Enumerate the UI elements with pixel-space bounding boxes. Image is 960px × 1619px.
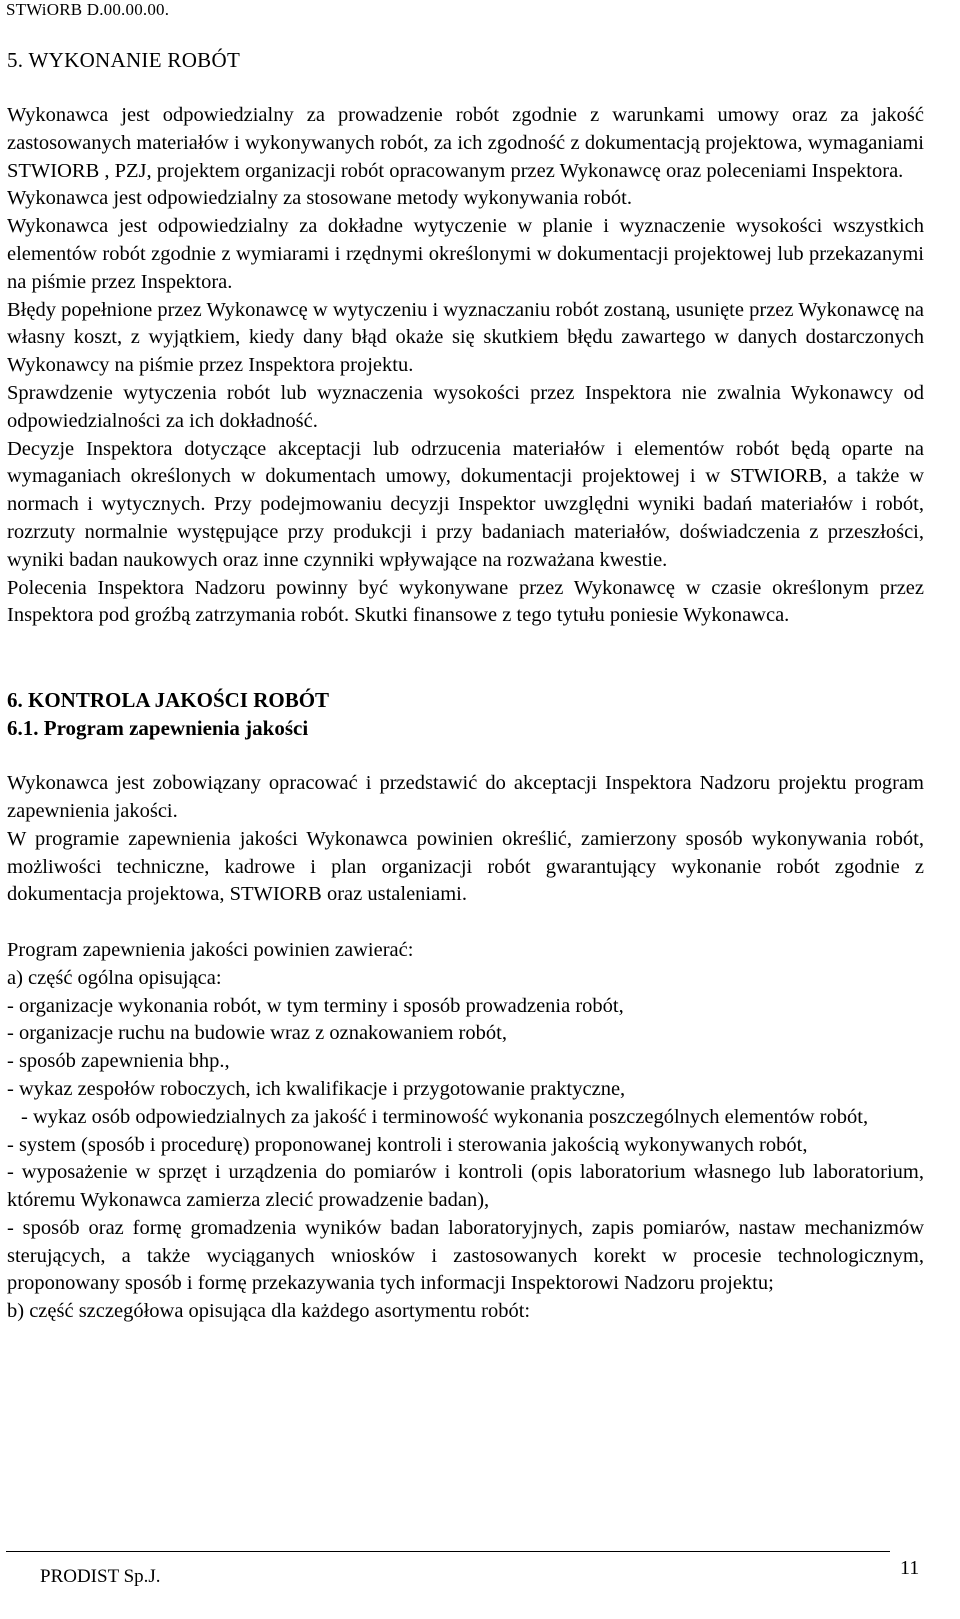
part-b-label: b) część szczegółowa opisująca dla każdego asortymentu robót: <box>7 1300 531 1323</box>
requirements-list <box>7 993 924 1299</box>
part-a-label: a) część ogólna opisująca: <box>7 966 222 989</box>
section-6-paragraph: Wykonawca jest zobowiązany opracować i przedstawić do akceptacji Inspektora Nadzoru projektu program zapewnienia jakości. <box>7 772 924 822</box>
section-6-paragraph: W programie zapewnienia jakości Wykonawca powinien określić, zamierzony sposób wykonywania robót, możliwości techniczne, kadrowe i plan organizacji robót gwarantujący wykonanie robót zgodnie z dokumentacja projektowa, STWIORB oraz ustaleniami. <box>7 827 924 906</box>
section-5-paragraph: Polecenia Inspektora Nadzoru powinny być wykonywane przez Wykonawcę w czasie określonym przez Inspektora pod groźbą zatrzymania robót. Skutki finansowe z tego tytułu poniesie Wykonawca. <box>7 576 924 627</box>
section-6-1-subtitle: 6.1. Program zapewnienia jakości <box>7 716 309 741</box>
program-intro: Program zapewnienia jakości powinien zawierać: <box>7 938 414 961</box>
list-item: - organizacje wykonania robót, w tym terminy i sposób prowadzenia robót, <box>7 994 624 1017</box>
section-5-paragraph: Sprawdzenie wytyczenia robót lub wyznaczenia wysokości przez Inspektora nie zwalnia Wykonawcy od odpowiedzialności za ich dokładność. <box>7 381 924 432</box>
section-5-paragraph: Wykonawca jest odpowiedzialny za stosowane metody wykonywania robót. <box>7 187 632 210</box>
list-item: - sposób zapewnienia bhp., <box>7 1050 230 1073</box>
list-item: - wykaz osób odpowiedzialnych za jakość i terminowość wykonania poszczególnych elementów robót, <box>21 1105 869 1128</box>
footer-divider <box>6 1551 890 1552</box>
section-5-paragraph: Decyzje Inspektora dotyczące akceptacji lub odrzucenia materiałów i elementów robót będą oparte na wymaganiach określonych w dokumentach umowy, dokumentacji projektowej i w STWIORB, a także w normach i wytycznych. Przy podejmowaniu decyzji Inspektor uwzględni wyniki badań materiałów i robót, rozrzuty normalnie występujące przy produkcji i przy badaniach materiałów, doświadczenia z przeszłości, wyniki badan naukowych oraz inne czynniki wpływające na rozważana kwestie. <box>7 437 924 571</box>
list-item: - organizacje ruchu na budowie wraz z oznakowaniem robót, <box>7 1022 507 1045</box>
section-6-title: 6. KONTROLA JAKOŚCI ROBÓT <box>7 688 330 713</box>
footer-company: PRODIST Sp.J. <box>40 1566 161 1587</box>
section-5-title: 5. WYKONANIE ROBÓT <box>7 48 241 72</box>
document-body <box>7 46 924 1326</box>
document-code-header: STWiORB D.00.00.00. <box>6 0 170 19</box>
section-5-paragraph: Wykonawca jest odpowiedzialny za dokładne wytyczenie w planie i wyznaczenie wysokości wszystkich elementów robót zgodnie z wymiarami i rzędnymi określonymi w dokumentacji projektowej lub przekazanymi na piśmie przez Inspektora. <box>7 215 924 293</box>
section-5-paragraph: Wykonawca jest odpowiedzialny za prowadzenie robót zgodnie z warunkami umowy oraz za jakość zastosowanych materiałów i wykonywanych robót, za ich zgodność z dokumentacją projektowa, wymaganiami STWIORB , PZJ, projektem organizacji robót opracowanym przez Wykonawcę oraz poleceniami Inspektora. <box>7 104 924 182</box>
list-item: - wykaz zespołów roboczych, ich kwalifikacje i przygotowanie praktyczne, <box>7 1077 626 1100</box>
list-item: - system (sposób i procedurę) proponowanej kontroli i sterowania jakością wykonywanych robót, <box>7 1133 808 1156</box>
list-item: - wyposażenie w sprzęt i urządzenia do pomiarów i kontroli (opis laboratorium własnego lub laboratorium, któremu Wykonawca zamierza zlecić prowadzenie badan), <box>7 1161 924 1212</box>
list-item: - sposób oraz formę gromadzenia wyników badan laboratoryjnych, zapis pomiarów, nastaw mechanizmów sterujących, a także wyciąganych wniosków i zastosowanych korekt w procesie technologicznym, proponowany sposób i formę przekazywania tych informacji Inspektorowi Nadzoru projektu; <box>7 1216 924 1295</box>
page-number: 11 <box>900 1557 920 1579</box>
section-5-paragraph: Błędy popełnione przez Wykonawcę w wytyczeniu i wyznaczaniu robót zostaną, usunięte przez Wykonawcę na własny koszt, z wyjątkiem, kiedy dany błąd okaże się skutkiem błędu zawartego w danych dostarczonych Wykonawcy na piśmie przez Inspektora projektu. <box>7 298 924 377</box>
